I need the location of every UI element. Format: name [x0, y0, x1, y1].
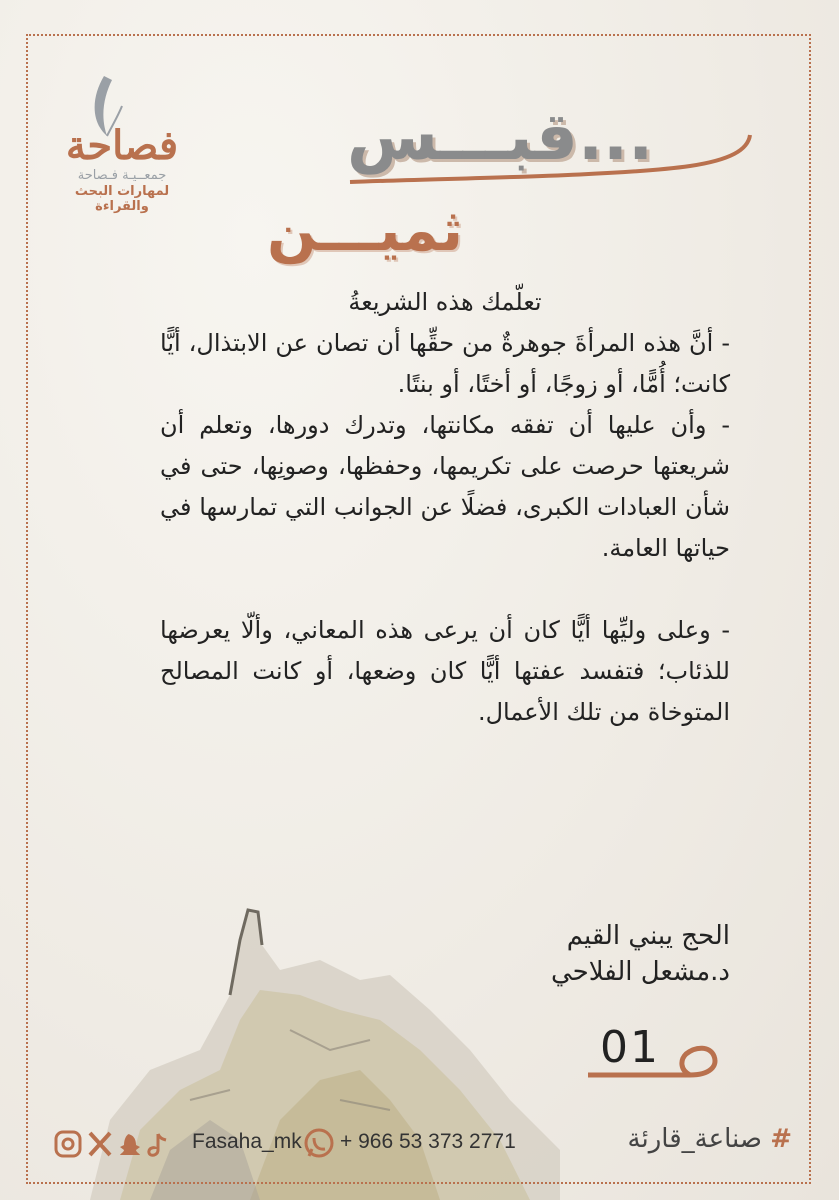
quote-body	[160, 282, 730, 733]
title-line-1: قبـــس...	[346, 98, 654, 175]
page-number: 01	[600, 1022, 660, 1073]
logo-tagline: لمهارات البحث والقراءة	[74, 184, 170, 214]
snapchat-icon[interactable]	[120, 1134, 140, 1155]
hashtag-text: صناعة_قارئة	[627, 1124, 762, 1154]
phone-number[interactable]: + 966 53 373 2771	[340, 1130, 516, 1153]
social-handle[interactable]: Fasaha_mk	[192, 1130, 302, 1153]
page-number-block	[580, 1020, 730, 1090]
title-line-2: ثميـــن	[266, 196, 463, 264]
logo-subtitle: جمعــيـة فـصاحة	[77, 168, 167, 183]
logo-wordmark: فصاحة	[65, 122, 179, 169]
social-icons	[54, 1128, 190, 1160]
whatsapp-icon[interactable]	[302, 1126, 336, 1160]
book-title: الحج يبني القيم	[566, 921, 730, 951]
tiktok-icon[interactable]	[149, 1134, 166, 1155]
quote-paragraph-2: - وأن عليها أن تفقه مكانتها، وتدرك دورها، وتعلم أن شريعتها حرصت على تكريمها، وحفظها، وصونِها، حتى في شأن العبادات الكبرى، فضلًا عن الجوانب التي تمارسها في حياتها العامة.	[160, 411, 730, 562]
signature	[430, 918, 730, 990]
x-icon[interactable]	[90, 1133, 110, 1155]
quote-paragraph-1: - أنَّ هذه المرأةَ جوهرةٌ من حقِّها أن تصان عن الابتذال، أيًّا كانت؛ أُمًّا، أو زوجًا، أو أختًا، أو بنتًا.	[160, 329, 730, 398]
quote-paragraph-3: - وعلى وليِّها أيًّا كان أن يرعى هذه المعاني، وألّا يعرضها للذئاب؛ فتفسد عفتها أيًّا كان وضعها، أو كانت المصالح المتوخاة من تلك الأعمال.	[160, 616, 730, 726]
hashtag[interactable]	[628, 1124, 792, 1154]
paragraph-gap	[160, 569, 730, 610]
quote-heading: تعلّمك هذه الشريعةُ	[348, 288, 542, 316]
instagram-icon[interactable]	[56, 1132, 80, 1156]
author-name: د.مشعل الفلاحي	[550, 957, 730, 987]
hash-sign: #	[770, 1124, 792, 1154]
footer	[40, 1118, 800, 1168]
